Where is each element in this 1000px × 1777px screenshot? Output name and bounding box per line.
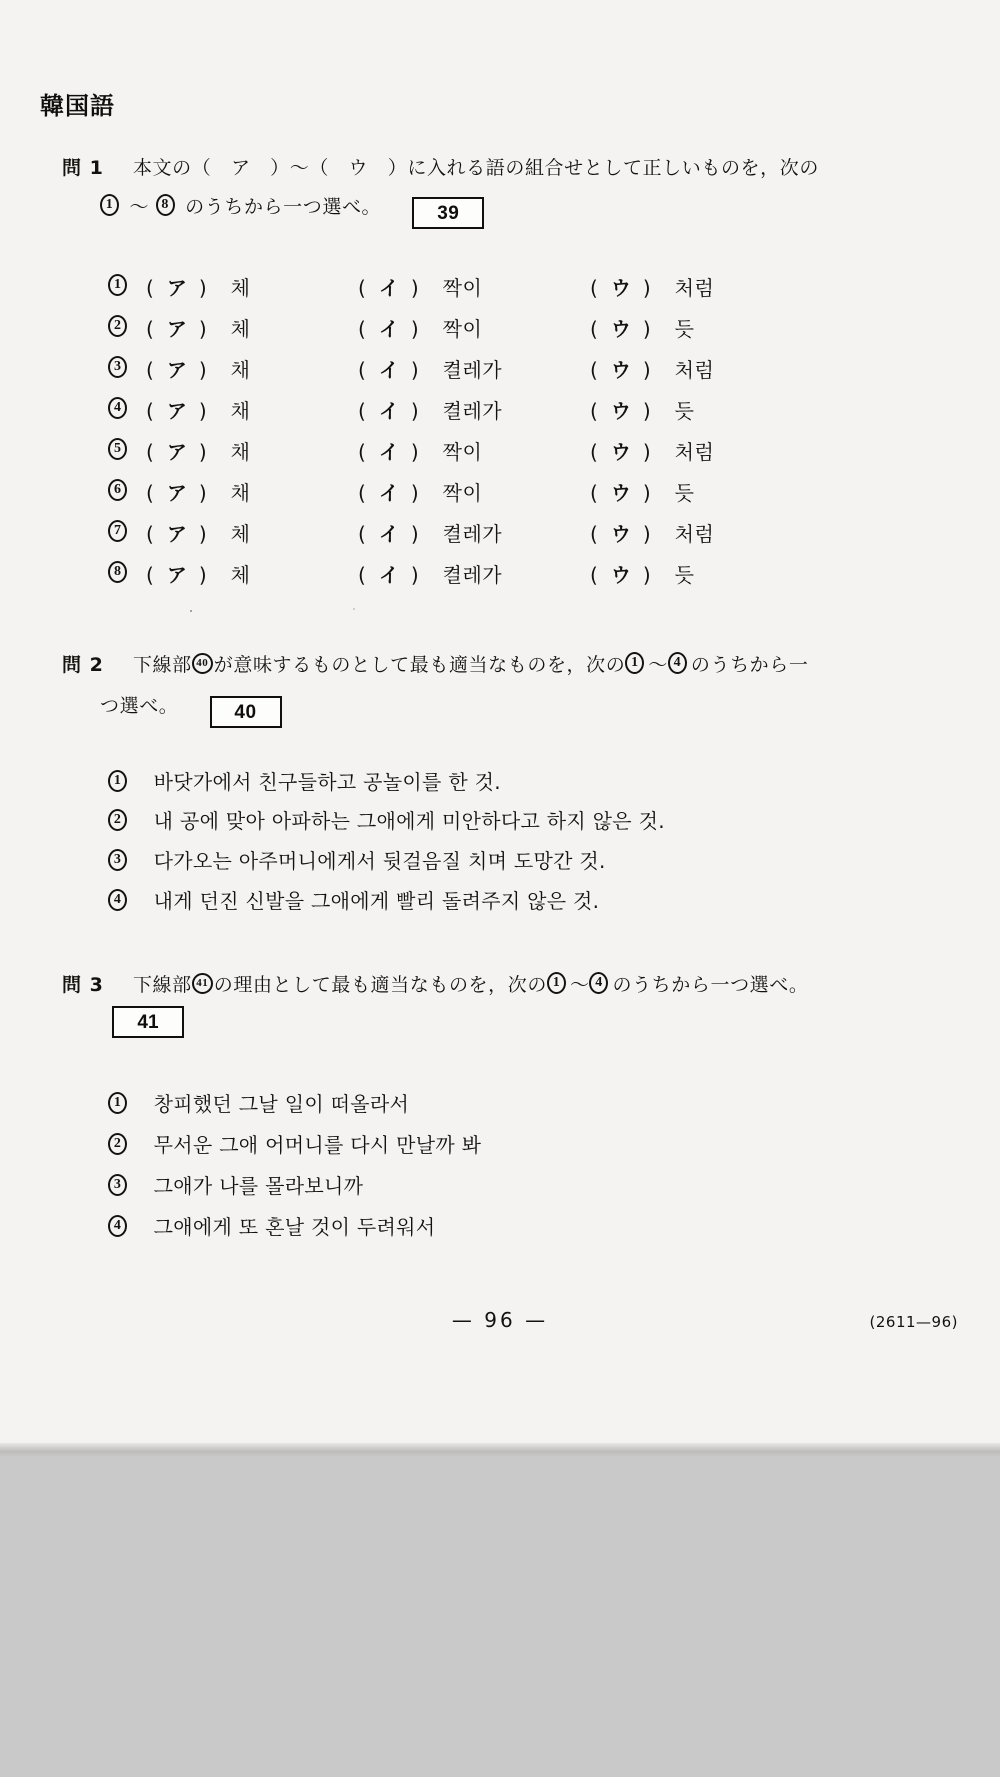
option-number-icon[interactable]: 4 [108,888,131,913]
option-number-icon[interactable]: 1 [108,273,131,298]
table-row [108,268,848,309]
option-number-icon[interactable]: 2 [108,1132,131,1157]
table-row [108,350,848,391]
table-row [108,514,848,555]
cell-c: ( ウ ) 처럼 [590,436,714,465]
cell-c: ( ウ ) 처럼 [590,518,714,547]
option-number-icon[interactable]: 3 [108,1173,131,1198]
scan-speck [190,610,192,612]
cell-b: ( イ ) 짝이 [358,272,482,301]
kana-b: イ [378,276,400,300]
kana-b: イ [378,399,400,423]
option-number-icon[interactable]: 2 [108,314,131,339]
kana-c: ウ [610,358,632,382]
word-b: 짝이 [442,276,483,300]
kana-c: ウ [610,522,632,546]
word-c: 듯 [674,399,695,423]
word-a: 체 [230,522,251,546]
cell-a: ( ア ) 채 [146,477,250,506]
cell-b: ( イ ) 켤레가 [358,559,502,588]
cell-c: ( ウ ) 듯 [590,559,694,588]
option-text: 내게 던진 신발을 그애에게 빨리 돌려주지 않은 것. [153,889,600,913]
question2-line2 [100,691,282,728]
cell-c: ( ウ ) 처럼 [590,272,714,301]
question3-line1: 問 3 下線部 41 の理由として最も適当なものを，次の 1 〜 4 のうちから一つ選べ。 [62,970,808,997]
range-end-icon: 4 [668,651,691,676]
option-number-icon[interactable]: 3 [108,848,131,873]
table-row [108,555,848,596]
kana-a: ア [166,317,188,341]
option-text: 다가오는 아주머니에게서 뒷걸음질 치며 도망간 것. [153,849,606,873]
underline-ref-41-icon: 41 [192,973,214,995]
question3-answer-row [112,1006,184,1038]
table-row [108,309,848,350]
kana-c: ウ [610,481,632,505]
page-title: 韓国語 [40,92,115,120]
list-item[interactable] [108,845,606,874]
list-item[interactable] [108,1088,409,1117]
word-c: 처럼 [674,358,715,382]
cell-b: ( イ ) 짝이 [358,436,482,465]
word-b: 켤레가 [442,563,503,587]
word-c: 처럼 [674,440,715,464]
kana-a: ア [166,399,188,423]
range-start-icon: 1 [625,651,648,676]
kana-b: イ [378,440,400,464]
word-b: 켤레가 [442,522,503,546]
cell-a: ( ア ) 채 [146,436,250,465]
word-b: 켤레가 [442,358,503,382]
cell-a: ( ア ) 채 [146,395,250,424]
option-text: 바닷가에서 친구들하고 공놀이를 한 것. [153,770,501,794]
word-a: 체 [230,317,251,341]
booklet-code: (2611—96) [869,1313,958,1331]
question2-text-line2: つ選べ。 [100,695,179,717]
page-number: — 96 — [451,1308,549,1332]
kana-a: ア [166,358,188,382]
option-text: 창피했던 그날 일이 떠올라서 [153,1092,410,1116]
list-item[interactable] [108,1170,363,1199]
option-text: 그애가 나를 몰라보니까 [153,1174,364,1198]
word-a: 채 [230,481,251,505]
word-c: 듯 [674,481,695,505]
option-number-icon[interactable]: 4 [108,396,131,421]
option-number-icon[interactable]: 1 [108,769,131,794]
list-item[interactable] [108,1129,481,1158]
option-text: 내 공에 맞아 아파하는 그애에게 미안하다고 하지 않은 것. [153,809,665,833]
option-number-icon[interactable]: 3 [108,355,131,380]
cell-b: ( イ ) 켤레가 [358,395,502,424]
range-end-icon: 4 [589,971,612,996]
list-item[interactable] [108,1211,435,1240]
question2-line1: 問 2 下線部 40 が意味するものとして最も適当なものを，次の 1 〜 4 のうちから一 [62,650,808,677]
question2-text-c: のうちから一 [690,654,809,676]
question3-text-a: 下線部 [132,974,192,996]
option-text: 무서운 그애 어머니를 다시 만날까 봐 [153,1133,482,1157]
kana-b: イ [378,522,400,546]
kana-a: ア [166,440,188,464]
question3-text-c: のうちから一つ選べ。 [612,974,809,996]
cell-a: ( ア ) 채 [146,354,250,383]
option-text: 그애에게 또 혼날 것이 두려워서 [153,1215,436,1239]
question2-text-a: 下線部 [132,654,192,676]
question2-text-b: が意味するものとして最も適当なものを，次の [213,654,626,676]
cell-b: ( イ ) 켤레가 [358,518,502,547]
question3-label: 問 3 [62,974,104,996]
word-a: 체 [230,276,251,300]
kana-c: ウ [610,440,632,464]
cell-a: ( ア ) 체 [146,559,250,588]
cell-c: ( ウ ) 처럼 [590,354,714,383]
word-b: 짝이 [442,440,483,464]
cell-c: ( ウ ) 듯 [590,395,694,424]
kana-a: ア [166,563,188,587]
question1-line1 [62,153,819,180]
question1-text-line2: のうちから一つ選べ。 [185,196,382,218]
list-item[interactable] [108,766,501,795]
list-item[interactable] [108,805,665,834]
kana-b: イ [378,563,400,587]
kana-a: ア [166,522,188,546]
kana-c: ウ [610,399,632,423]
option-number-icon[interactable]: 6 [108,478,131,503]
cell-b: ( イ ) 짝이 [358,477,482,506]
kana-c: ウ [610,276,632,300]
word-c: 처럼 [674,276,715,300]
word-c: 듯 [674,317,695,341]
kana-a: ア [166,276,188,300]
answer-box-40[interactable]: 40 [210,696,282,728]
cell-b: ( イ ) 짝이 [358,313,482,342]
option-number-icon[interactable]: 2 [108,808,131,833]
cell-c: ( ウ ) 듯 [590,313,694,342]
option-number-icon[interactable]: 8 [108,560,131,585]
table-row [108,432,848,473]
kana-c: ウ [610,563,632,587]
kana-b: イ [378,481,400,505]
word-a: 채 [230,440,251,464]
option-number-icon[interactable]: 1 [108,1091,131,1116]
option-number-icon[interactable]: 5 [108,437,131,462]
cell-c: ( ウ ) 듯 [590,477,694,506]
question2-label: 問 2 [62,654,104,676]
answer-box-41[interactable]: 41 [112,1006,184,1038]
combination-table [108,268,848,596]
word-c: 처럼 [674,522,715,546]
option-number-icon[interactable]: 4 [108,1214,131,1239]
word-a: 채 [230,399,251,423]
cell-a: ( ア ) 체 [146,518,250,547]
option-number-icon[interactable]: 7 [108,519,131,544]
word-c: 듯 [674,563,695,587]
cell-b: ( イ ) 켤레가 [358,354,502,383]
background-area [0,1457,1000,1777]
page-edge-shadow [0,1443,1000,1457]
question1-text-line1: 本文の（ ア ）〜（ ウ ）に入れる語の組合せとして正しいものを，次の [132,157,819,179]
table-row [108,473,848,514]
table-row [108,391,848,432]
range-end-icon: 8 [156,193,179,218]
question1-label: 問 1 [62,157,104,179]
word-b: 짝이 [442,317,483,341]
word-a: 체 [230,563,251,587]
word-a: 채 [230,358,251,382]
word-b: 짝이 [442,481,483,505]
kana-b: イ [378,358,400,382]
range-start-icon: 1 [547,971,570,996]
range-start-icon: 1 [100,193,123,218]
question1-line2: 1 〜 8 のうちから一つ選べ。 39 [100,192,484,229]
underline-ref-40-icon: 40 [192,653,214,675]
cell-a: ( ア ) 체 [146,313,250,342]
scan-speck [353,608,355,610]
kana-c: ウ [610,317,632,341]
cell-a: ( ア ) 체 [146,272,250,301]
question3-text-b: の理由として最も適当なものを，次の [213,974,547,996]
answer-box-39[interactable]: 39 [412,197,484,229]
word-b: 켤레가 [442,399,503,423]
list-item[interactable] [108,885,599,914]
kana-b: イ [378,317,400,341]
kana-a: ア [166,481,188,505]
